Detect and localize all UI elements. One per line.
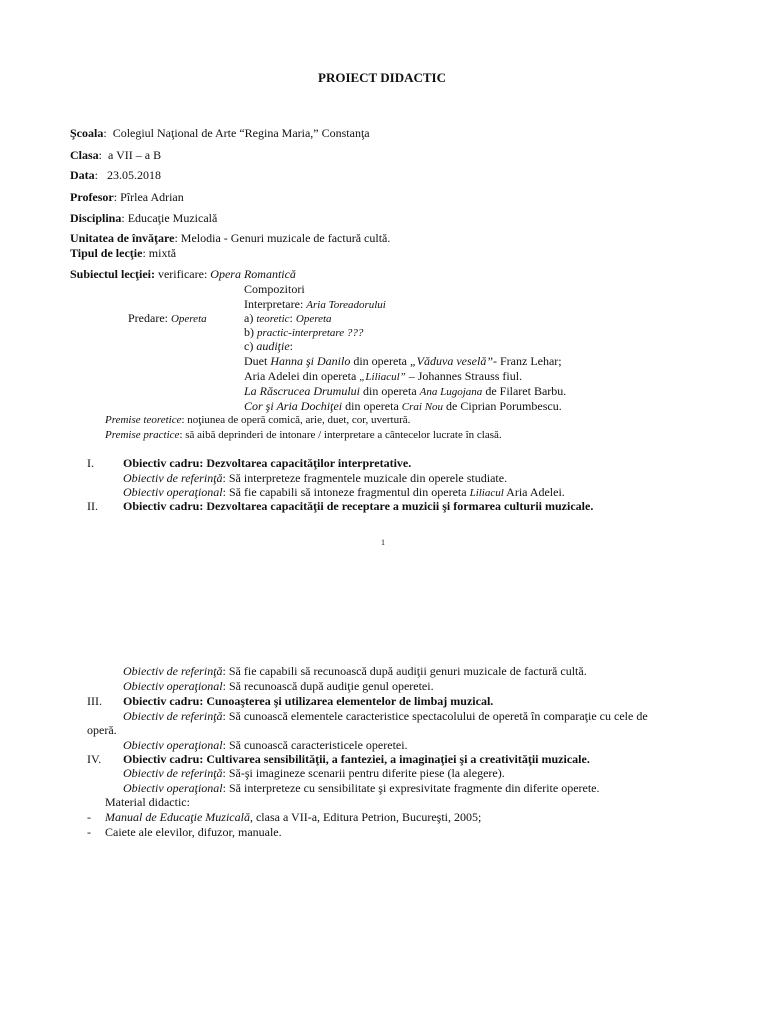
objective-iv-op: Obiectiv operaţional: Să interpreteze cu sensibilitate şi expresivitate fragmente din diferite operete.: [123, 781, 600, 795]
item-a-value: Opereta: [295, 313, 332, 325]
predare-label: Predare:: [128, 311, 168, 325]
disciplina-value: Educaţie Muzicală: [127, 211, 218, 225]
duet-title: Hanna şi Danilo: [270, 354, 351, 368]
clasa-line: Clasa: a VII – a B: [70, 148, 162, 162]
profesor-line: Profesor: Pîrlea Adrian: [70, 190, 184, 204]
scoala-label: Şcoala: [70, 126, 104, 140]
clasa-label: Clasa: [70, 148, 99, 162]
objective-ii-op-value: Să recunoască după audiţie genul operetei.: [229, 679, 434, 693]
scoala-value: Colegiul Naţional de Arte “Regina Maria,” Constanţa: [112, 126, 370, 140]
premise-teoretice-line: Premise teoretice: noţiunea de operă comică, arie, duet, cor, uvertură.: [105, 414, 411, 426]
duet-line: [244, 354, 562, 368]
verificare-label: verificare:: [157, 267, 208, 281]
interpretare-line: [244, 297, 386, 312]
aria-text: Aria Adelei din opereta: [244, 369, 357, 383]
subiect-label: Subiectul lecţiei:: [70, 267, 155, 281]
unitatea-line: Unitatea de învăţare: Melodia - Genuri muzicale de factură cultă.: [70, 231, 391, 245]
objective-iii-ref: Obiectiv de referinţă: Să cunoască elementele caracteristice spectacolului de operetă în comparaţie cu cele de: [123, 709, 648, 723]
objective-iv-ref-value: Să-şi imagineze scenarii pentru diferite piese (la alegere).: [228, 766, 505, 780]
material-bullet-2: -: [87, 825, 91, 839]
aria-author: – Johannes Strauss fiul.: [408, 369, 523, 383]
aria-line: [244, 369, 522, 384]
duet-opera: „Văduva veselă”: [410, 354, 493, 368]
profesor-label: Profesor: [70, 190, 114, 204]
rascruce-line: [244, 384, 566, 399]
tipul-value: mixtă: [148, 246, 177, 260]
objective-iv-ref: Obiectiv de referinţă: Să-şi imagineze scenarii pentru diferite piese (la alegere).: [123, 766, 505, 780]
rascruce-title: La Răscrucea Drumului: [244, 384, 360, 398]
rascruce-mid: din opereta: [363, 384, 417, 398]
unitatea-value: Melodia - Genuri muzicale de factură cultă.: [180, 231, 391, 245]
objective-iii-op-value: Să cunoască caracteristicele operetei.: [229, 738, 408, 752]
cor-line: [244, 399, 562, 414]
material-item-1-rest: , clasa a VII-a, Editura Petrion, Bucureşti, 2005;: [249, 810, 482, 824]
item-a-line: a) teoretic: Opereta: [244, 311, 332, 325]
objective-iv-op-label: Obiectiv operaţional: [123, 781, 223, 795]
page-number: 1: [381, 538, 385, 547]
objective-ii-ref-value: Să fie capabili să recunoască după audiţii genuri muzicale de factură cultă.: [228, 664, 587, 678]
disciplina-line: Disciplina: Educaţie Muzicală: [70, 211, 218, 225]
item-b-label: practic-interpretare ???: [257, 327, 364, 339]
premise-teoretice-label: Premise teoretice: [105, 414, 182, 426]
material-heading: Material didactic:: [105, 795, 190, 809]
objective-iv-op-value: Să interpreteze cu sensibilitate şi expresivitate fragmente din diferite operete.: [229, 781, 600, 795]
objective-iv-cadru: Obiectiv cadru: Cultivarea sensibilităţii, a fanteziei, a imaginaţiei şi a creativităţii muzicale.: [123, 752, 590, 766]
objective-iii-ref-cont: operă.: [87, 723, 117, 737]
objective-iv-ref-label: Obiectiv de referinţă: [123, 766, 223, 780]
material-bullet-1: -: [87, 810, 91, 824]
objective-iii-ref-value: Să cunoască elementele caracteristice spectacolului de operetă în comparaţie cu cele de: [228, 709, 648, 723]
item-c-prefix: c): [244, 339, 254, 353]
objective-iii-op-label: Obiectiv operaţional: [123, 738, 223, 752]
item-c-line: c) audiţie:: [244, 339, 293, 353]
objective-iii-number: III.: [87, 694, 102, 708]
objective-i-ref: Obiectiv de referinţă: Să interpreteze fragmentele muzicale din operele studiate.: [123, 471, 508, 485]
predare-value: Opereta: [170, 313, 207, 325]
cor-opera: Crai Nou: [401, 401, 444, 413]
item-a-prefix: a): [244, 311, 254, 325]
objective-i-op-label: Obiectiv operaţional: [123, 485, 223, 499]
page-title: PROIECT DIDACTIC: [318, 70, 446, 85]
material-item-1: [105, 810, 481, 824]
objective-ii-number: II.: [87, 499, 98, 513]
premise-practice-label: Premise practice: [105, 429, 180, 441]
item-b-prefix: b): [244, 325, 254, 339]
material-item-1-title: Manual de Educaţie Muzicală: [105, 810, 250, 824]
clasa-value: a VII – a B: [108, 148, 162, 162]
objective-i-ref-value: Să interpreteze fragmentele muzicale din operele studiate.: [228, 471, 508, 485]
tipul-label: Tipul de lecţie: [70, 246, 143, 260]
objective-ii-op: Obiectiv operaţional: Să recunoască după audiţie genul operetei.: [123, 679, 434, 693]
rascruce-opera: Ana Lugojana: [419, 386, 483, 398]
objective-iii-ref-label: Obiectiv de referinţă: [123, 709, 223, 723]
premise-practice-line: Premise practice: să aibă deprinderi de intonare / interpretare a cântecelor lucrate în clasă.: [105, 429, 502, 441]
data-value: 23.05.2018: [107, 168, 162, 182]
objective-i-op-opera: Liliacul: [469, 487, 504, 499]
objective-iv-number: IV.: [87, 752, 102, 766]
tipul-line: Tipul de lecţie: mixtă: [70, 246, 177, 260]
item-c-label: audiţie: [256, 339, 290, 353]
item-a-label: teoretic: [256, 313, 290, 325]
interpretare-label: Interpretare:: [244, 297, 304, 311]
disciplina-label: Disciplina: [70, 211, 122, 225]
objective-i-cadru: Obiectiv cadru: Dezvoltarea capacităţilor interpretative.: [123, 456, 412, 470]
duet-prefix: Duet: [244, 354, 268, 368]
objective-i-op-value: Să fie capabili să intoneze fragmentul din opereta: [229, 485, 467, 499]
objective-iii-cadru: Obiectiv cadru: Cunoaşterea şi utilizarea elementelor de limbaj muzical.: [123, 694, 494, 708]
objective-i-op-end: Aria Adelei.: [506, 485, 565, 499]
interpretare-value: Aria Toreadorului: [306, 299, 386, 311]
subiect-line: [70, 267, 296, 281]
item-b-line: [244, 325, 363, 340]
scoala-line: Şcoala: Colegiul Naţional de Arte “Regina Maria,” Constanţa: [70, 126, 370, 140]
duet-mid: din opereta: [353, 354, 407, 368]
cor-mid: din opereta: [345, 399, 399, 413]
unitatea-label: Unitatea de învăţare: [70, 231, 175, 245]
material-item-2: Caiete ale elevilor, difuzor, manuale.: [105, 825, 282, 839]
objective-i-number: I.: [87, 456, 94, 470]
predare-line: [128, 311, 207, 326]
objective-iii-op: Obiectiv operaţional: Să cunoască caracteristicele operetei.: [123, 738, 408, 752]
premise-teoretice-value: noţiunea de operă comică, arie, duet, cor, uvertură.: [187, 414, 411, 426]
verificare-topic: Opera Romantică: [210, 267, 296, 281]
rascruce-author: de Filaret Barbu.: [485, 384, 567, 398]
objective-i-op: Obiectiv operaţional: Să fie capabili să intoneze fragmentul din opereta Liliacul Aria Adelei.: [123, 485, 565, 499]
cor-title: Cor şi Aria Dochiţei: [244, 399, 343, 413]
data-label: Data: [70, 168, 95, 182]
objective-ii-op-label: Obiectiv operaţional: [123, 679, 223, 693]
duet-author: - Franz Lehar;: [493, 354, 562, 368]
objective-i-ref-label: Obiectiv de referinţă: [123, 471, 223, 485]
premise-practice-value: să aibă deprinderi de intonare / interpretare a cântecelor lucrate în clasă.: [185, 429, 502, 441]
compozitori-line: Compozitori: [244, 282, 305, 296]
cor-author: de Ciprian Porumbescu.: [446, 399, 562, 413]
objective-ii-cadru: Obiectiv cadru: Dezvoltarea capacităţii de receptare a muzicii şi formarea culturii muzicale.: [123, 499, 594, 513]
objective-ii-ref-label: Obiectiv de referinţă: [123, 664, 223, 678]
aria-opera: „Liliacul”: [359, 371, 406, 383]
data-line: Data: 23.05.2018: [70, 168, 162, 182]
profesor-value: Pîrlea Adrian: [120, 190, 184, 204]
objective-ii-ref: Obiectiv de referinţă: Să fie capabili să recunoască după audiţii genuri muzicale de factură cultă.: [123, 664, 587, 678]
